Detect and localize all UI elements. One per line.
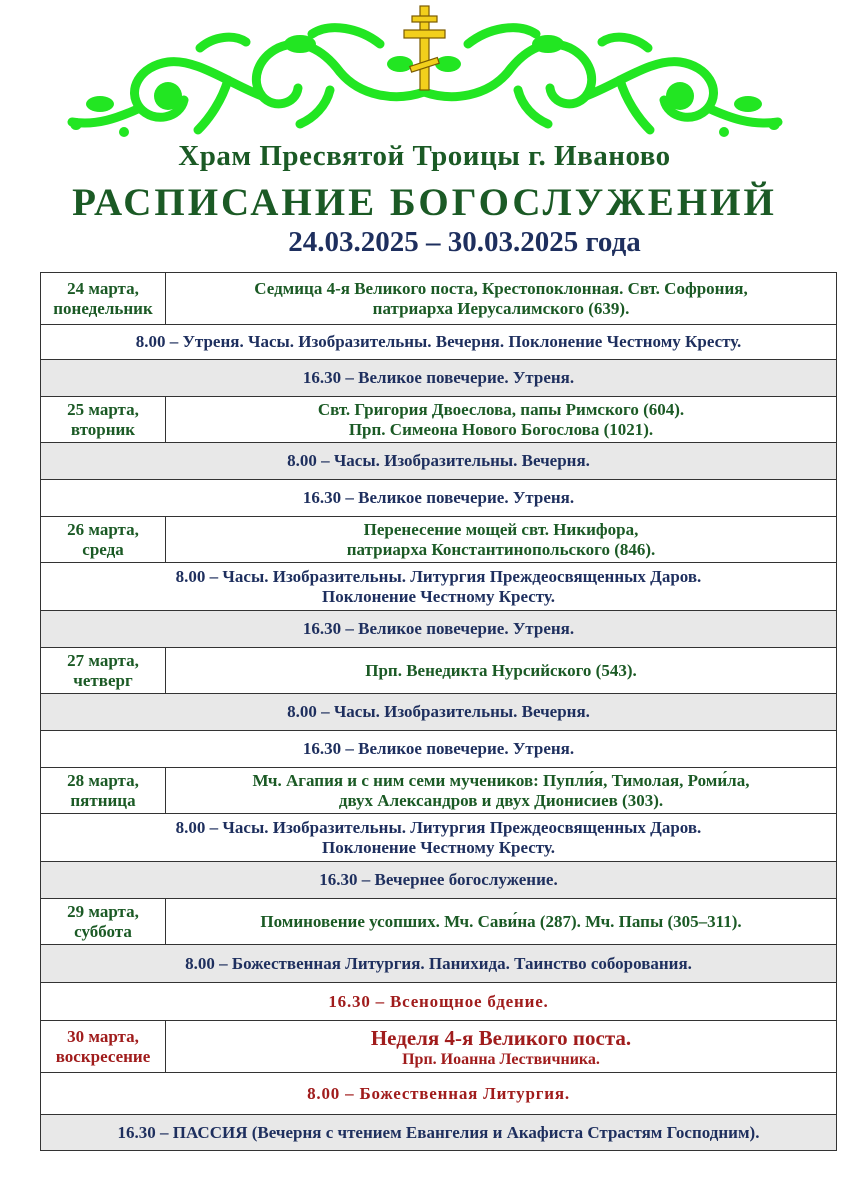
floral-ornament-header: [0, 0, 849, 150]
service-cell: [41, 563, 837, 611]
feast-cell: [166, 1021, 837, 1073]
day-cell: [41, 768, 166, 814]
day-cell: [41, 899, 166, 945]
day-date: 25 марта,: [67, 399, 139, 419]
service-row: [41, 563, 837, 611]
day-cell: [41, 397, 166, 443]
service-line: Поклонение Честному Кресту.: [322, 837, 555, 857]
service-row: [41, 814, 837, 862]
service-row: [41, 1115, 837, 1151]
day-weekday: вторник: [70, 419, 136, 439]
page-title: РАСПИСАНИЕ БОГОСЛУЖЕНИЙ: [72, 181, 777, 224]
service-row: [41, 983, 837, 1021]
feast-cell: [166, 397, 837, 443]
day-date: 29 марта,: [67, 901, 139, 921]
day-date: 24 марта,: [67, 278, 139, 298]
feast-cell: [166, 517, 837, 563]
church-name: Храм Пресвятой Троицы г. Иваново: [178, 140, 671, 172]
service-row: [41, 360, 837, 397]
day-row: [41, 517, 837, 563]
day-cell: [41, 517, 166, 563]
service-cell: 16.30 – ПАССИЯ (Вечерня с чтением Евангелия и Акафиста Страстям Господним).: [41, 1115, 837, 1151]
service-row: [41, 1073, 837, 1115]
cross-icon: [404, 6, 445, 90]
date-range: 24.03.2025 – 30.03.2025 года: [288, 226, 641, 258]
service-cell: 8.00 – Утреня. Часы. Изобразительны. Вечерня. Поклонение Честному Кресту.: [41, 325, 837, 360]
service-row: [41, 325, 837, 360]
service-cell: 16.30 – Великое повечерие. Утреня.: [41, 480, 837, 517]
schedule-table: [40, 272, 837, 1151]
day-weekday: пятница: [70, 790, 136, 810]
feast-title: Неделя 4-я Великого поста.: [370, 1025, 632, 1050]
feast-line: патриарха Константинопольского (846).: [346, 539, 656, 559]
service-row: [41, 480, 837, 517]
day-date: 27 марта,: [67, 650, 139, 670]
day-weekday: четверг: [73, 670, 133, 690]
day-cell: [41, 273, 166, 325]
service-row: [41, 694, 837, 731]
service-cell: 8.00 – Часы. Изобразительны. Вечерня.: [41, 443, 837, 480]
service-row: [41, 611, 837, 648]
service-line: Поклонение Честному Кресту.: [322, 586, 555, 606]
service-cell: [41, 814, 837, 862]
service-cell: 16.30 – Великое повечерие. Утреня.: [41, 611, 837, 648]
day-row: [41, 648, 837, 694]
service-cell: 8.00 – Божественная Литургия. Панихида. Таинство соборования.: [41, 945, 837, 983]
feast-cell: [166, 899, 837, 945]
day-weekday: среда: [82, 539, 124, 559]
feast-line: Прп. Иоанна Лествичника.: [402, 1050, 600, 1068]
feast-line: двух Александров и двух Дионисиев (303).: [338, 790, 664, 810]
day-cell: [41, 1021, 166, 1073]
service-row: [41, 731, 837, 768]
feast-line: Мч. Агапия и с ним семи мучеников: Пупли́я, Тимолая, Роми́ла,: [252, 770, 750, 790]
service-cell: 16.30 – Вечернее богослужение.: [41, 862, 837, 899]
feast-line: Поминовение усопших. Мч. Сави́на (287). Мч. Папы (305–311).: [260, 911, 742, 931]
day-date: 30 марта,: [67, 1026, 139, 1046]
feast-line: Перенесение мощей свт. Никифора,: [363, 519, 639, 539]
day-date: 26 марта,: [67, 519, 139, 539]
service-line: 8.00 – Часы. Изобразительны. Литургия Преждеосвященных Даров.: [175, 817, 702, 837]
service-cell: 16.30 – Великое повечерие. Утреня.: [41, 360, 837, 397]
day-row: [41, 397, 837, 443]
day-weekday: суббота: [74, 921, 132, 941]
day-weekday: воскресение: [55, 1046, 151, 1066]
service-row: [41, 443, 837, 480]
feast-cell: [166, 648, 837, 694]
service-cell: 16.30 – Великое повечерие. Утреня.: [41, 731, 837, 768]
day-cell: [41, 648, 166, 694]
feast-line: Седмица 4-я Великого поста, Крестопоклонная. Свт. Софрония,: [254, 278, 748, 298]
liturgy-service-cell: 8.00 – Божественная Литургия.: [41, 1073, 837, 1115]
day-weekday: понедельник: [53, 298, 153, 318]
feast-line: Прп. Симеона Нового Богослова (1021).: [348, 419, 654, 439]
service-row: [41, 862, 837, 899]
service-row: [41, 945, 837, 983]
day-date: 28 марта,: [67, 770, 139, 790]
feast-cell: [166, 273, 837, 325]
service-line: 8.00 – Часы. Изобразительны. Литургия Преждеосвященных Даров.: [175, 566, 702, 586]
feast-line: Прп. Венедикта Нурсийского (543).: [365, 660, 637, 680]
day-row: [41, 768, 837, 814]
feast-cell: [166, 768, 837, 814]
service-cell: 8.00 – Часы. Изобразительны. Вечерня.: [41, 694, 837, 731]
day-row: [41, 273, 837, 325]
day-row: [41, 899, 837, 945]
day-row: [41, 1021, 837, 1073]
vigil-service-cell: 16.30 – Всенощное бдение.: [41, 983, 837, 1021]
feast-line: Свт. Григория Двоеслова, папы Римского (604).: [317, 399, 685, 419]
feast-line: патриарха Иерусалимского (639).: [372, 298, 630, 318]
